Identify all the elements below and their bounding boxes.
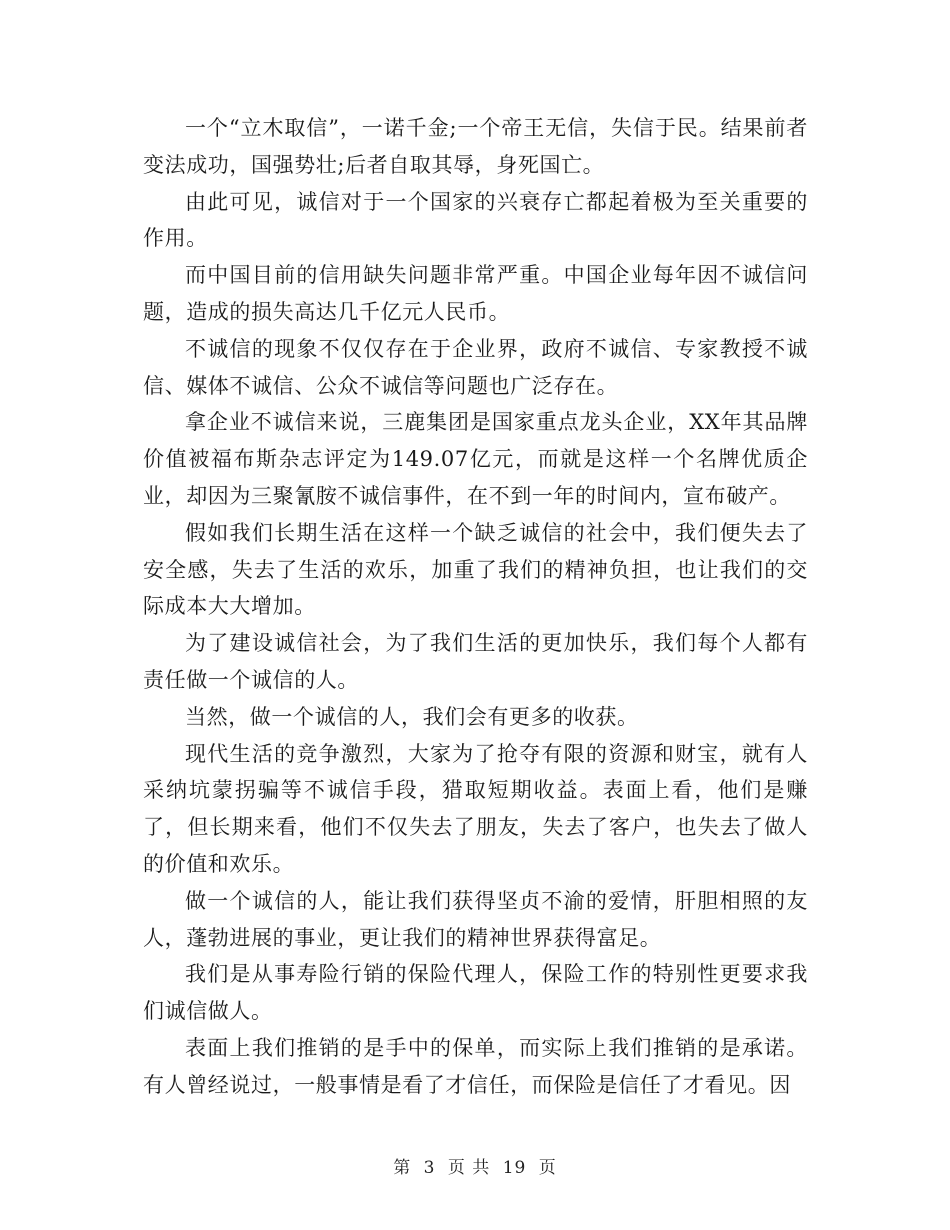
paragraph: 而中国目前的信用缺失问题非常严重。中国企业每年因不诚信问题，造成的损失高达几千亿元人民币。: [143, 263, 808, 324]
page-number-footer: [0, 1153, 950, 1178]
paragraph: 当然，做一个诚信的人，我们会有更多的收获。: [185, 704, 639, 729]
paragraph: 为了建设诚信社会，为了我们生活的更加快乐，我们每个人都有责任做一个诚信的人。: [143, 631, 808, 692]
paragraph: 拿企业不诚信来说，三鹿集团是国家重点龙头企业，XX年其品牌价值被福布斯杂志评定为149.07亿元，而就是这样一个名牌优质企业，却因为三聚氰胺不诚信事件，在不到一年的时间内，宣布破产。: [143, 410, 808, 508]
footer-prefix: 第: [393, 1158, 412, 1178]
paragraph: 表面上我们推销的是手中的保单，而实际上我们推销的是承诺。有人曾经说过，一般事情是看了才信任，而保险是信任了才看见。因: [143, 1035, 808, 1097]
paragraph: 现代生活的竞争激烈，大家为了抢夺有限的资源和财宝，就有人采纳坑蒙拐骗等不诚信手段，猎取短期收益。表面上看，他们是赚了，但长期来看，他们不仅失去了朋友，失去了客户，也失去了做人的价值和欢乐。: [143, 741, 808, 876]
footer-suffix: 页: [538, 1158, 557, 1178]
total-page-count: 19: [502, 1158, 527, 1178]
paragraph: 不诚信的现象不仅仅存在于企业界，政府不诚信、专家教授不诚信、媒体不诚信、公众不诚信等问题也广泛存在。: [143, 336, 808, 398]
paragraph: 假如我们长期生活在这样一个缺乏诚信的社会中，我们便失去了安全感，失去了生活的欢乐，加重了我们的精神负担，也让我们的交际成本大大增加。: [143, 520, 808, 619]
paragraph: 我们是从事寿险行销的保险代理人，保险工作的特别性更要求我们诚信做人。: [143, 962, 808, 1024]
document-body: [143, 110, 808, 1104]
paragraph: 做一个诚信的人，能让我们获得坚贞不渝的爱情，肝胆相照的友人，蓬勃进展的事业，更让我们的精神世界获得富足。: [143, 888, 808, 950]
paragraph: 由此可见，诚信对于一个国家的兴衰存亡都起着极为至关重要的作用。: [143, 189, 808, 251]
footer-middle: 页 共: [447, 1158, 491, 1178]
paragraph: 一个“立木取信”，一诺千金;一个帝王无信，失信于民。结果前者变法成功，国强势壮;后者自取其辱，身死国亡。: [143, 116, 808, 177]
current-page-number: 3: [423, 1158, 436, 1178]
